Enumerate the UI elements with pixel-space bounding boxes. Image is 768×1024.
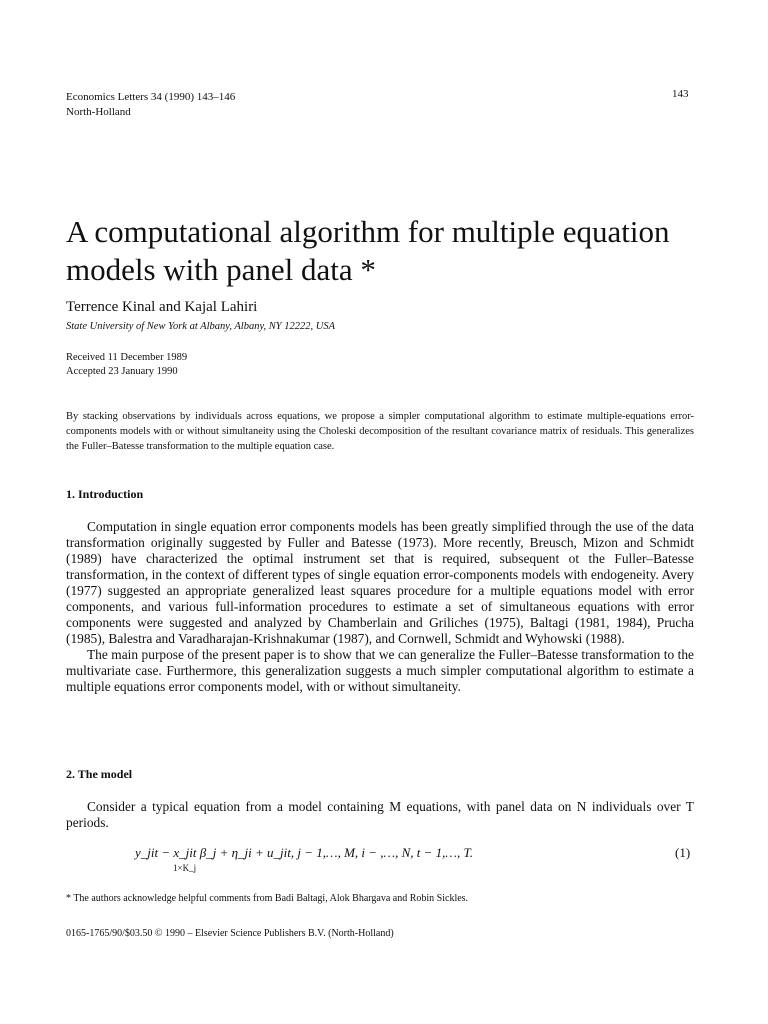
model-body (66, 799, 694, 831)
equation-subscript: 1×K_j (173, 863, 197, 873)
publisher: North-Holland (66, 106, 131, 118)
journal-name: Economics Letters 34 (1990) 143–146 (66, 91, 236, 103)
paragraph: Consider a typical equation from a model containing M equations, with panel data on N individuals over T periods. (66, 799, 694, 830)
equation-text: y_jit − x_jit β_j + η_ji + u_jit, j − 1,…, M, i − ,…, N, t − 1,…, T. (135, 845, 473, 860)
paragraph: Computation in single equation error components models has been greatly simplified through the use of the data transformation originally suggested by Fuller and Batesse (1973). More recently, Breusch, Mizon and Schmidt (1989) have characterized the optimal instrument set that is required, subsequent ot the Fuller–Batesse transformation, in the context of different types of single equation error-components models with endogeneity. Avery (1977) suggested an appropriate generalized least squares procedure for a multiple equations model with error components, and various full-information procedures to estimate a set of simultaneous equations with error components were suggested and analyzed by Chamberlain and Griliches (1975), Baltagi (1981, 1984), Prucha (1985), Balestra and Varadharajan-Krishnakumar (1987), and Cornwell, Schmidt and Wyhowski (1988). (66, 519, 694, 646)
received-date: Received 11 December 1989 (66, 352, 188, 363)
accepted-date: Accepted 23 January 1990 (66, 366, 178, 377)
paragraph: The main purpose of the present paper is to show that we can generalize the Fuller–Batesse transformation to the multivariate case. Furthermore, this generalization suggests a much simpler computational algorithm to estimate a multiple equations error components model, with or without simultaneity. (66, 647, 694, 694)
authors: Terrence Kinal and Kajal Lahiri (66, 299, 258, 315)
abstract: By stacking observations by individuals across equations, we propose a simpler computational algorithm to estimate multiple-equations error-components models with or without simultaneity using the Choleski decomposition of the resultant covariance matrix of residuals. This generalizes the Fuller–Batesse transformation to the multiple equation case. (66, 411, 694, 452)
paper-title: A computational algorithm for multiple equation models with panel data * (66, 214, 670, 287)
section-heading-model: 2. The model (66, 767, 133, 781)
dates (66, 351, 187, 379)
footnote: * The authors acknowledge helpful comments from Badi Baltagi, Alok Bhargava and Robin Sickles. (66, 893, 469, 904)
equation-1 (135, 845, 473, 873)
section-heading-introduction: 1. Introduction (66, 487, 144, 501)
copyright-line: 0165-1765/90/$03.50 © 1990 – Elsevier Science Publishers B.V. (North-Holland) (66, 928, 394, 939)
equation-number: (1) (675, 845, 691, 860)
affiliation: State University of New York at Albany, Albany, NY 12222, USA (66, 321, 336, 332)
journal-citation (66, 90, 235, 120)
page-number: 143 (672, 88, 689, 100)
introduction-body (66, 519, 694, 695)
